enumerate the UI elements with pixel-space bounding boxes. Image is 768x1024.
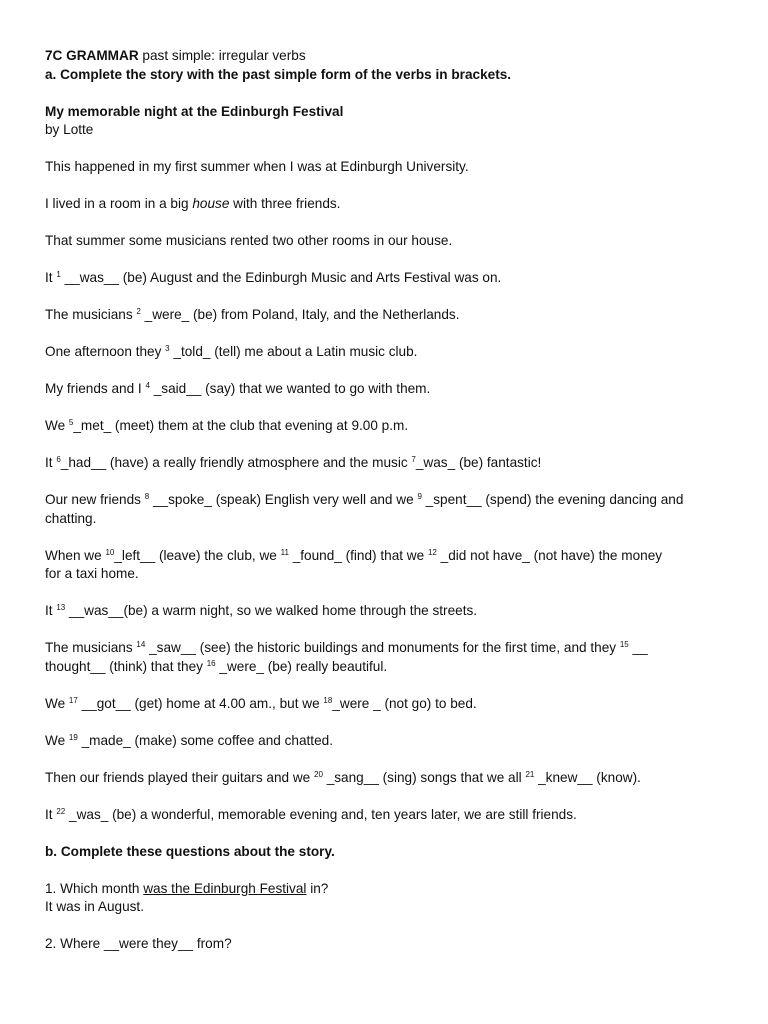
text: _left__ (leave) the club, we [114, 547, 281, 563]
text: It [45, 603, 57, 618]
item-number: 13 [56, 603, 66, 612]
text: _was_ (be) fantastic! [415, 455, 542, 470]
story-sentence [45, 454, 725, 473]
text: __was__(be) a warm night, so we walked home through the streets. [65, 603, 478, 618]
story-sentence [45, 547, 725, 566]
text: _sang__ (sing) songs that we all [322, 769, 526, 785]
text: We [45, 732, 69, 748]
heading-code: 7C GRAMMAR [45, 48, 139, 63]
text: thought__ (think) that they [45, 658, 207, 674]
worksheet [45, 47, 725, 954]
story-sentence [45, 602, 725, 621]
text: __was__ (be) August and the Edinburgh Music and Arts Festival was on. [60, 270, 502, 285]
item-number: 20 [314, 769, 323, 779]
item-number: 2 [136, 307, 141, 316]
story-sentence [45, 306, 725, 325]
text: _spent__ (spend) the evening dancing and [421, 492, 684, 507]
text: We [45, 418, 69, 433]
item-number: 21 [525, 769, 535, 779]
story-sentence-continued [45, 658, 725, 677]
text: _said__ (say) that we wanted to go with them. [149, 381, 431, 396]
text: The musicians [45, 640, 137, 655]
text: _were _ (not go) to bed. [332, 695, 477, 711]
text: We [45, 695, 69, 711]
story-sentence [45, 695, 725, 714]
text: _had__ (have) a really friendly atmosphere and the music [60, 455, 412, 470]
text: _were_ (be) from Poland, Italy, and the Netherlands. [140, 307, 460, 322]
text: _was_ (be) a wonderful, memorable evening and, ten years later, we are still friends. [65, 806, 577, 822]
item-number: 8 [144, 492, 150, 501]
instruction-b: b. Complete these questions about the story. [45, 843, 335, 859]
story-sentence [45, 769, 725, 788]
item-number: 14 [136, 640, 146, 649]
item-number: 6 [56, 455, 61, 464]
item-number: 19 [68, 732, 78, 742]
item-number: 5 [68, 418, 74, 427]
question-1 [45, 880, 725, 899]
text: Then our friends played their guitars and we [45, 769, 315, 785]
item-number: 11 [280, 547, 289, 557]
text: _knew__ (know). [534, 769, 641, 785]
text: When we [45, 547, 106, 563]
text: _were_ (be) really beautiful. [215, 658, 388, 674]
story-sentence [45, 491, 725, 510]
item-number: 10 [105, 547, 115, 557]
text: It [45, 455, 57, 470]
instruction-a: a. Complete the story with the past simple form of the verbs in brackets. [45, 66, 512, 82]
story-sentence: That summer some musicians rented two other rooms in our house. [45, 233, 453, 248]
text: _did not have_ (not have) the money [436, 547, 663, 563]
text: 1. Which month [45, 880, 144, 896]
text: Our new friends [45, 492, 145, 507]
item-number: 7 [411, 455, 416, 464]
story-sentence [45, 639, 725, 658]
text: with three friends. [229, 196, 341, 211]
story-sentence [45, 380, 725, 399]
text: __spoke_ (speak) English very well and we [149, 492, 418, 507]
text: It [45, 270, 57, 285]
item-number: 3 [165, 344, 170, 353]
text: I lived in a room in a big [45, 196, 193, 211]
text: One afternoon they [45, 344, 166, 359]
story-sentence-continued: chatting. [45, 510, 97, 526]
text: My friends and I [45, 381, 146, 396]
text: _found_ (find) that we [288, 547, 428, 563]
item-number: 15 [619, 640, 629, 649]
text: __ [628, 640, 648, 655]
item-number: 18 [323, 695, 333, 705]
story-byline: by Lotte [45, 122, 94, 137]
item-number: 9 [417, 492, 422, 501]
text: _saw__ (see) the historic buildings and monuments for the first time, and they [145, 640, 620, 655]
story-sentence [45, 343, 725, 362]
story-sentence [45, 732, 725, 751]
story-title: My memorable night at the Edinburgh Festival [45, 103, 344, 119]
item-number: 22 [56, 806, 66, 816]
heading-topic: past simple: irregular verbs [138, 48, 306, 63]
story-sentence [45, 417, 725, 436]
item-number: 1 [56, 270, 61, 279]
text: __got__ (get) home at 4.00 am., but we [77, 695, 324, 711]
item-number: 12 [427, 547, 437, 557]
text: in? [306, 880, 329, 896]
text: _met_ (meet) them at the club that evening at 9.00 p.m. [73, 418, 409, 433]
text: _told_ (tell) me about a Latin music club. [169, 344, 418, 359]
italic-word: house [192, 196, 230, 211]
item-number: 17 [68, 695, 78, 705]
story-sentence [45, 269, 725, 288]
item-number: 16 [206, 658, 216, 668]
story-sentence [45, 806, 725, 825]
text: The musicians [45, 307, 137, 322]
text: It [45, 806, 57, 822]
question-2: 2. Where __were they__ from? [45, 936, 232, 951]
story-sentence: This happened in my first summer when I was at Edinburgh University. [45, 159, 469, 174]
text: _made_ (make) some coffee and chatted. [77, 732, 333, 748]
answer-1: It was in August. [45, 899, 144, 914]
item-number: 4 [145, 381, 150, 390]
underlined-answer: was the Edinburgh Festival [143, 880, 307, 896]
story-sentence-continued: for a taxi home. [45, 566, 139, 581]
worksheet-heading [45, 47, 725, 66]
story-sentence [45, 195, 725, 214]
